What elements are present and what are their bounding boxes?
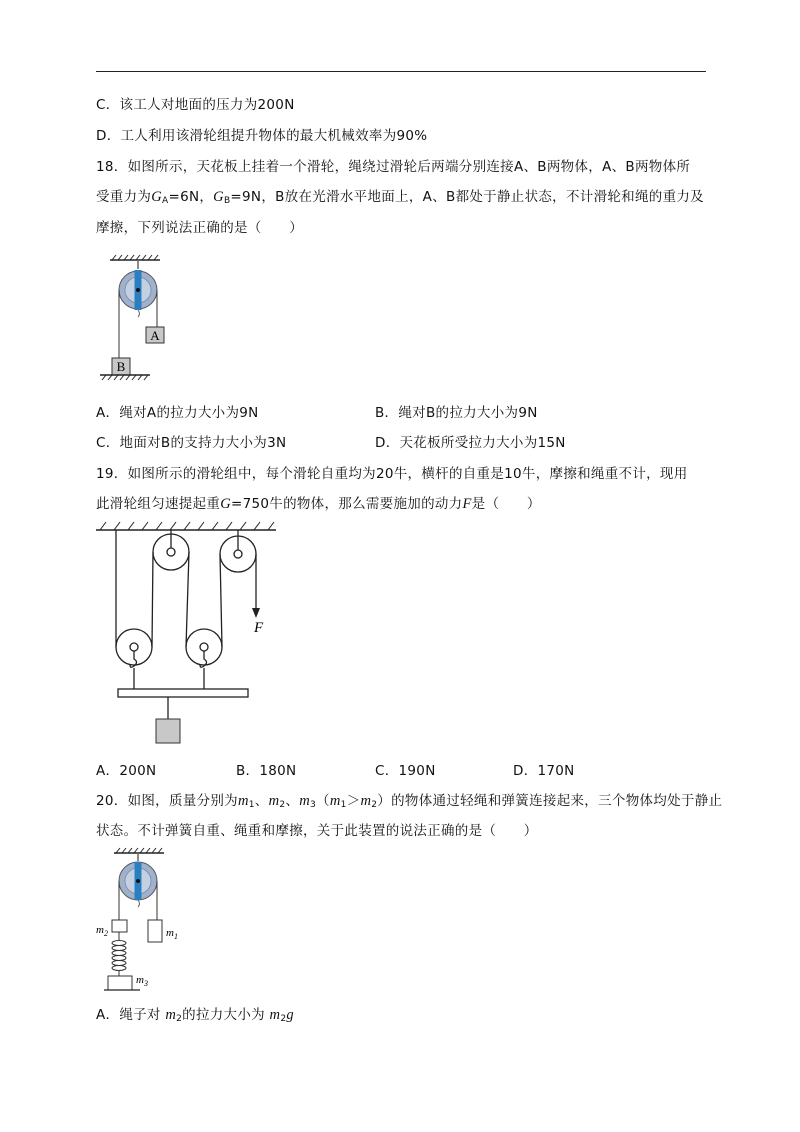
prev-option-c: C．该工人对地面的压力为200N [96, 97, 295, 113]
header-rule [96, 71, 706, 72]
q20-label-m2: $m_2$ [96, 924, 108, 938]
q19-option-d: D．170N [513, 763, 575, 779]
q20-label-m3: $m_3$ [136, 974, 148, 988]
q20-stem-line2: 状态。不计弹簧自重、绳重和摩擦，关于此装置的说法正确的是（ ） [96, 823, 538, 839]
q18-option-c: C．地面对B的支持力大小为3N [96, 435, 287, 451]
q18-stem-line2: 受重力为$G_A=6N$，$G_B=9N$，B放在光滑水平地面上，A、B都处于静止状态，不计滑轮和绳的重力及 [96, 189, 704, 206]
q18-label-a: A [150, 328, 160, 343]
q18-option-b: B．绳对B的拉力大小为9N [375, 405, 538, 421]
q19-label-f: F [254, 620, 264, 636]
q18-pulley-figure [96, 255, 186, 380]
q20-label-m1: $m_1$ [166, 927, 178, 941]
q20-pulley-spring-figure [96, 848, 196, 996]
q19-pulley-system-figure [96, 522, 286, 747]
q19-option-a: A．200N [96, 763, 157, 779]
q19-stem-line2: 此滑轮组匀速提起重G=750牛的物体，那么需要施加的动力F是（ ） [96, 496, 541, 512]
q19-stem-line1: 19．如图所示的滑轮组中，每个滑轮自重均为20牛，横杆的自重是10牛，摩擦和绳重不计，现用 [96, 466, 688, 482]
q18-option-a: A．绳对A的拉力大小为9N [96, 405, 259, 421]
q18-option-d: D．天花板所受拉力大小为15N [375, 435, 566, 451]
q18-stem-line1: 18．如图所示，天花板上挂着一个滑轮，绳绕过滑轮后两端分别连接A、B两物体，A、B两物体所 [96, 159, 691, 175]
q19-option-c: C．190N [375, 763, 436, 779]
prev-option-d: D．工人利用该滑轮组提升物体的最大机械效率为90% [96, 128, 428, 144]
q20-option-a: A．绳子对 $m_2$的拉力大小为 $m_2g$ [96, 1007, 294, 1024]
q18-stem-line3: 摩擦，下列说法正确的是（ ） [96, 220, 303, 236]
q18-label-b: B [116, 359, 126, 374]
q19-option-b: B．180N [236, 763, 297, 779]
q20-stem-line1: 20．如图，质量分别为$m_1$、$m_2$、$m_3(m_1>m_2)$的物体通过轻绳和弹簧连接起来，三个物体均处于静止 [96, 793, 723, 810]
